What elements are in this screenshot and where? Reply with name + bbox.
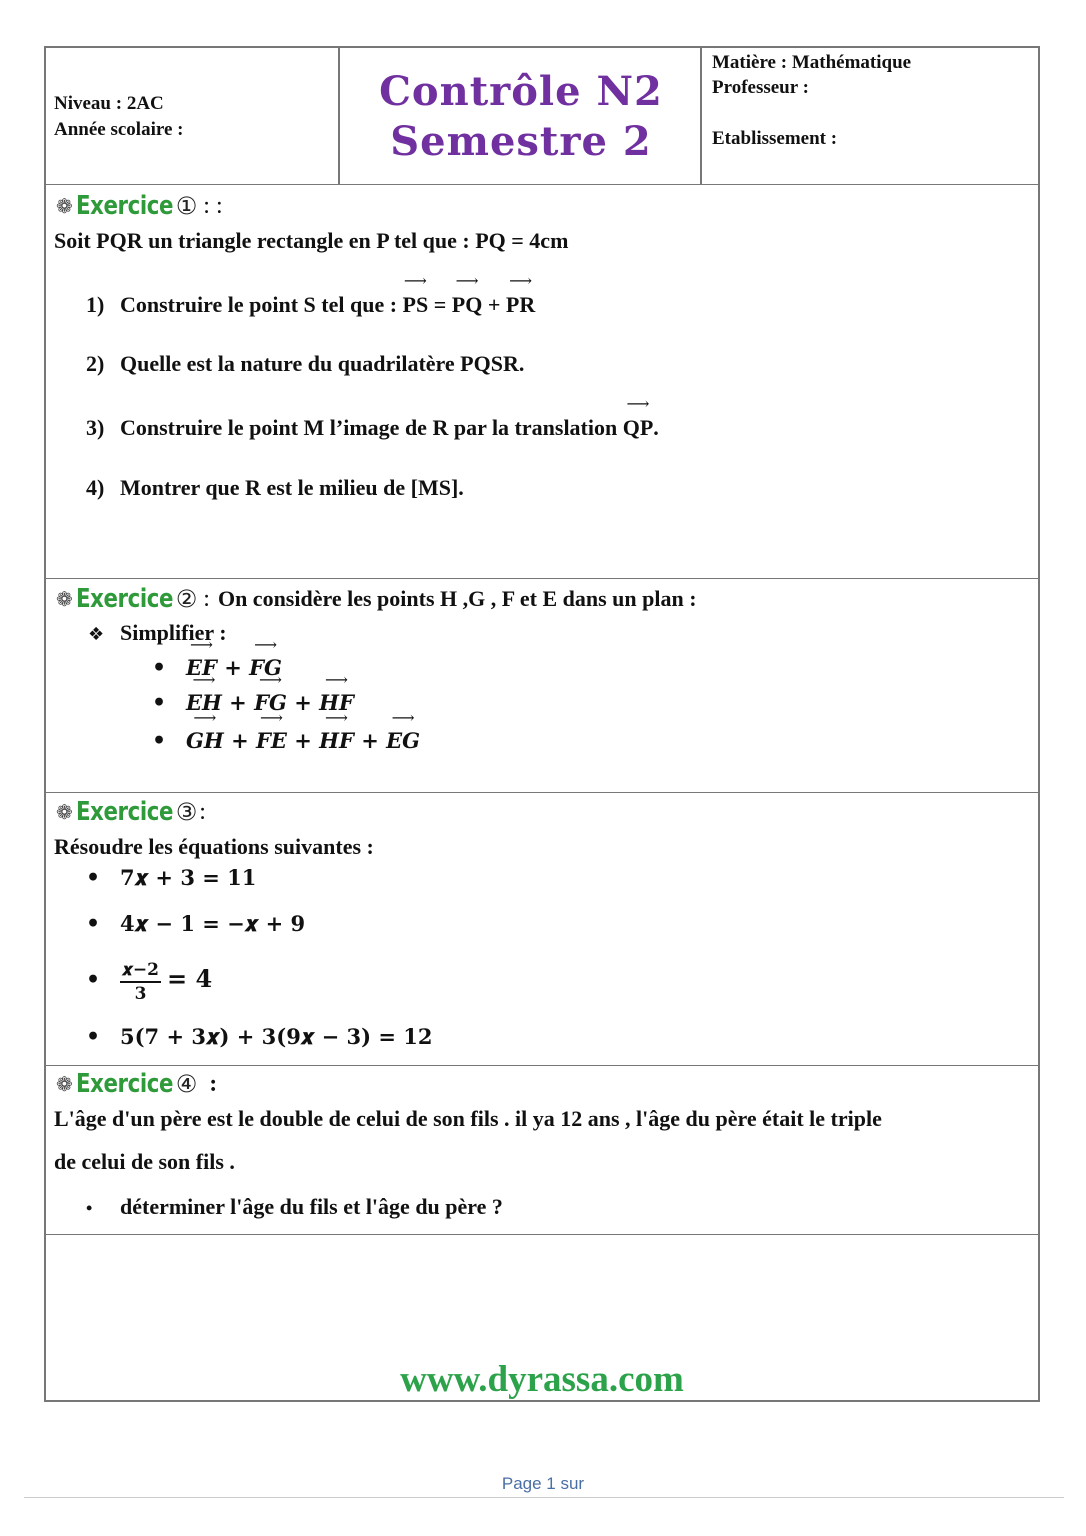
vector-term: ⟶ FG (254, 689, 287, 717)
diamond-bullet-icon: ❖ (88, 624, 105, 645)
equation-1 (86, 864, 256, 892)
exercise-label: Exercice (75, 191, 173, 221)
bullet-icon: • (86, 967, 101, 993)
niveau-label: Niveau : 2AC (54, 93, 164, 114)
bullet-icon: • (86, 911, 101, 937)
question-text: Quelle est la nature du quadrilatère PQSR. (120, 351, 525, 376)
section-divider (44, 1234, 1040, 1235)
section-divider (44, 578, 1040, 579)
vector-term: ⟶ EG (386, 727, 420, 755)
plus-sign: + (353, 728, 387, 753)
plus-sign: + (216, 655, 250, 680)
bullet-icon: • (152, 655, 167, 681)
exercise-number: ③ (175, 798, 198, 826)
vector-term: ⟶ FE (256, 727, 287, 755)
exercise-number: ① (175, 192, 198, 220)
equation-4 (86, 1023, 433, 1051)
section-divider (44, 792, 1040, 793)
plus-sign: + (482, 292, 506, 317)
period: . (653, 415, 659, 440)
question-text: déterminer l'âge du fils et l'âge du père ? (120, 1194, 503, 1219)
section-divider (44, 184, 1040, 185)
bullet-icon: • (152, 728, 167, 754)
bullet-icon: • (152, 690, 167, 716)
exercise-colon: : (203, 585, 210, 612)
question-number: 4) (86, 475, 105, 500)
fraction (120, 959, 161, 1005)
question-4 (86, 474, 464, 502)
vector-term: ⟶ GH (186, 727, 224, 755)
flower-icon: ❁ (56, 800, 73, 824)
plus-sign: + (286, 690, 320, 715)
flower-icon: ❁ (56, 1072, 73, 1096)
plus-sign: + (223, 728, 256, 753)
exercise-2-heading (56, 583, 697, 615)
exercise-number: ④ (175, 1070, 198, 1098)
bullet-icon: • (86, 1024, 101, 1050)
equation-text: 5(7 + 3𝒙) + 3(9𝒙 − 3) = 12 (120, 1024, 433, 1049)
exercise-4-text-line-1: L'âge d'un père est le double de celui de son fils . il ya 12 ans , l'âge du père était le triple (54, 1106, 882, 1131)
vector-term: ⟶ HF (319, 727, 354, 755)
footer-rule (24, 1497, 1064, 1498)
flower-icon: ❁ (56, 194, 73, 218)
equation-text: 4𝒙 − 1 = −𝒙 + 9 (120, 911, 306, 936)
vector-ps: ⟶ PS (403, 291, 429, 319)
professeur-label: Professeur : (712, 77, 809, 98)
exercise-label: Exercice (75, 797, 173, 827)
vector-term: ⟶ EF (186, 654, 217, 682)
question-text: Construire le point S tel que : (120, 292, 403, 317)
fraction-denominator: 3 (134, 983, 147, 1004)
page-subtitle: Semestre 2 (390, 118, 652, 165)
equation-rhs: = 4 (167, 964, 213, 993)
question-number: 3) (86, 415, 105, 440)
equation-3 (86, 952, 212, 1007)
exercise-1-intro: Soit PQR un triangle rectangle en P tel que : PQ = 4cm (54, 228, 569, 253)
matiere-label: Matière : Mathématique (712, 52, 912, 73)
vector-term: ⟶ EH (186, 689, 222, 717)
flower-icon: ❁ (56, 587, 73, 611)
equation-text: 7𝒙 + 3 = 11 (120, 865, 257, 890)
question-number: 1) (86, 292, 105, 317)
vector-term: ⟶ HF (319, 689, 354, 717)
vector-qp: ⟶ QP (623, 414, 654, 442)
question-1 (86, 291, 535, 319)
question-text: Montrer que R est le milieu de [MS]. (120, 475, 464, 500)
equation-2 (86, 910, 305, 938)
website-link[interactable]: www.dyrassa.com (400, 1359, 684, 1400)
exercise-colon: : : (203, 192, 223, 219)
exercise-1-heading (56, 190, 223, 222)
exercise-4-question (86, 1193, 503, 1222)
exercise-3-heading (56, 796, 206, 828)
fraction-numerator: 𝒙−2 (120, 959, 161, 983)
bullet-icon: • (86, 1198, 93, 1218)
vector-pq: ⟶ PQ (452, 291, 483, 319)
question-number: 2) (86, 351, 105, 376)
exercise-label: Exercice (75, 1069, 173, 1099)
exercise-4-text-line-2: de celui de son fils . (54, 1149, 235, 1174)
etablissement-label: Etablissement : (712, 128, 838, 149)
exercise-4-heading (56, 1068, 217, 1100)
exercise-2-statement: On considère les points H ,G , F et E dans un plan : (217, 586, 697, 611)
question-3 (86, 414, 659, 442)
expression-3 (152, 727, 420, 755)
question-2 (86, 350, 524, 378)
exercise-label: Exercice (75, 584, 173, 614)
section-divider (44, 1065, 1040, 1066)
equals-sign: = (428, 292, 452, 317)
page-number: Page 1 sur (501, 1474, 585, 1493)
question-text: Construire le point M l’image de R par la translation (120, 415, 623, 440)
exercise-3-intro: Résoudre les équations suivantes : (54, 834, 374, 859)
page-title: Contrôle N2 (379, 68, 663, 115)
plus-sign: + (221, 690, 255, 715)
annee-label: Année scolaire : (54, 119, 184, 140)
vector-term: ⟶ FG (249, 654, 282, 682)
exercise-number: ② (175, 585, 198, 613)
vector-pr: ⟶ PR (506, 291, 535, 319)
simplifier-label: Simplifier : (120, 620, 227, 645)
plus-sign: + (286, 728, 320, 753)
bullet-icon: • (86, 865, 101, 891)
exercise-colon: : (209, 1070, 218, 1097)
exercise-colon: : (199, 798, 206, 825)
